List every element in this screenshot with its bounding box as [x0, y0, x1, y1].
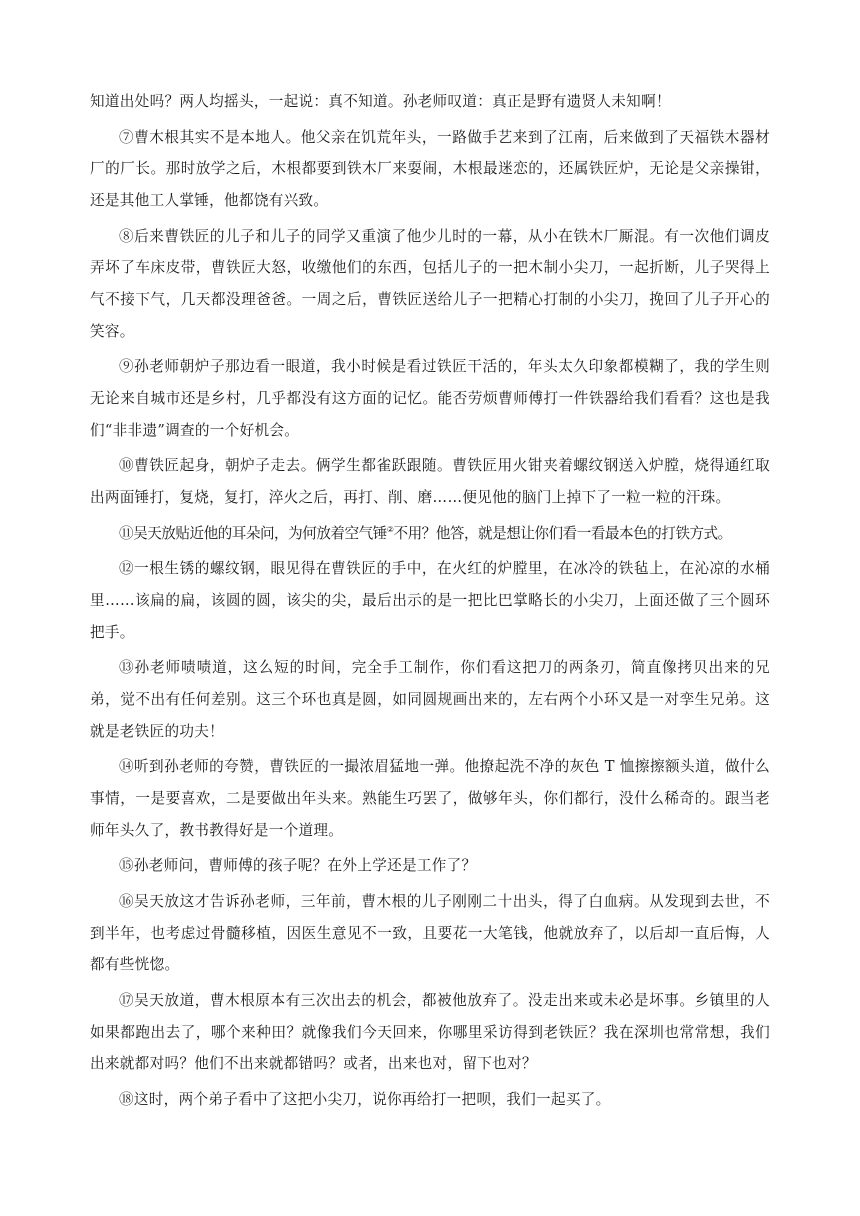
paragraph-13: ⑬孙老师啧啧道，这么短的时间，完全手工制作，你们看这把刀的两条刃，简直像拷贝出来的兄弟，觉不出有任何差别。这三个环也真是圆，如同圆规画出来的，左右两个小环又是一对孪生兄弟。这就是老铁匠的功夫！ — [90, 659, 770, 740]
paragraph-11-text-end: 不用？他答，就是想让你们看一看最本色的打铁方式。 — [393, 524, 732, 542]
paragraph-12: ⑫一根生锈的螺纹钢，眼见得在曹铁匠的手中，在火红的炉膛里，在冰冷的铁毡上，在沁凉的水桶里……该扁的扁，该圆的圆，该尖的尖，最后出示的是一把比巴掌略长的小尖刀，上面还做了三个圆环把手。 — [90, 560, 770, 641]
paragraph-continuation: 知道出处吗？两人均摇头，一起说：真不知道。孙老师叹道：真正是野有遗贤人未知啊！ — [90, 93, 671, 110]
paragraph-8: ⑧后来曹铁匠的儿子和儿子的同学又重演了他少儿时的一幕，从小在铁木厂厮混。有一次他们调皮弄坏了车床皮带，曹铁匠大怒，收缴他们的东西，包括儿子的一把木制小尖刀，一起折断，儿子哭得上气不接下气，几天都没理爸爸。一周之后，曹铁匠送给儿子一把精心打制的小尖刀，挽回了儿子开心的笑容。 — [90, 227, 770, 340]
paragraph-11 — [90, 518, 770, 550]
document-page — [90, 86, 770, 1116]
paragraph-16: ⑯吴天放这才告诉孙老师，三年前，曹木根的儿子刚刚二十出头，得了白血病。从发现到去世，不到半年，也考虑过骨髓移植，因医生意见不一致，且要花一大笔钱，他就放弃了，以后却一直后悔，人都有些恍惚。 — [90, 893, 770, 974]
paragraph-7: ⑦曹木根其实不是本地人。他父亲在饥荒年头，一路做手艺来到了江南，后来做到了天福铁木器材厂的厂长。那时放学之后，木根都要到铁木厂来耍闹，木根最迷恋的，还属铁匠炉，无论是父亲操钳，还是其他工人掌锤，他都饶有兴致。 — [90, 128, 770, 209]
paragraph-17: ⑰吴天放道，曹木根原本有三次出去的机会，都被他放弃了。没走出来或未必是坏事。乡镇里的人如果都跑出去了，哪个来种田？就像我们今天回来，你哪里采访得到老铁匠？我在深圳也常常想，我们出来就都对吗？他们不出来就都错吗？或者，出来也对，留下也对？ — [90, 992, 770, 1073]
paragraph-18: ⑱这时，两个弟子看中了这把小尖刀，说你再给打一把呗，我们一起买了。 — [119, 1091, 611, 1109]
paragraph-10: ⑩曹铁匠起身，朝炉子走去。俩学生都雀跃跟随。曹铁匠用火钳夹着螺纹钢送入炉膛，烧得通红取出两面锤打，复烧，复打，淬火之后，再打、削、磨……便见他的脑门上掉下了一粒一粒的汗珠。 — [90, 457, 770, 506]
paragraph-14: ⑭听到孙老师的夸赞，曹铁匠的一撮浓眉猛地一弹。他撩起洗不净的灰色 T 恤擦擦额头道，做什么事情，一是要喜欢，二是要做出年头来。熟能生巧罢了，做够年头，你们都行，没什么稀奇的。跟当老师年头久了，教书教得好是一个道理。 — [90, 758, 770, 839]
paragraph-11-text-start: ⑪吴天放贴近他的耳朵问，为何放着空气锤 — [119, 524, 387, 542]
footnote-marker: ② — [386, 524, 394, 534]
paragraph-15: ⑮孙老师问，曹师傅的孩子呢？在外上学还是工作了？ — [119, 857, 477, 875]
paragraph-9: ⑨孙老师朝炉子那边看一眼道，我小时候是看过铁匠干活的，年头太久印象都模糊了，我的学生则无论来自城市还是乡村，几乎都没有这方面的记忆。能否劳烦曹师傅打一件铁器给我们看看？这也是我们“非非遗”调查的一个好机会。 — [90, 358, 770, 439]
